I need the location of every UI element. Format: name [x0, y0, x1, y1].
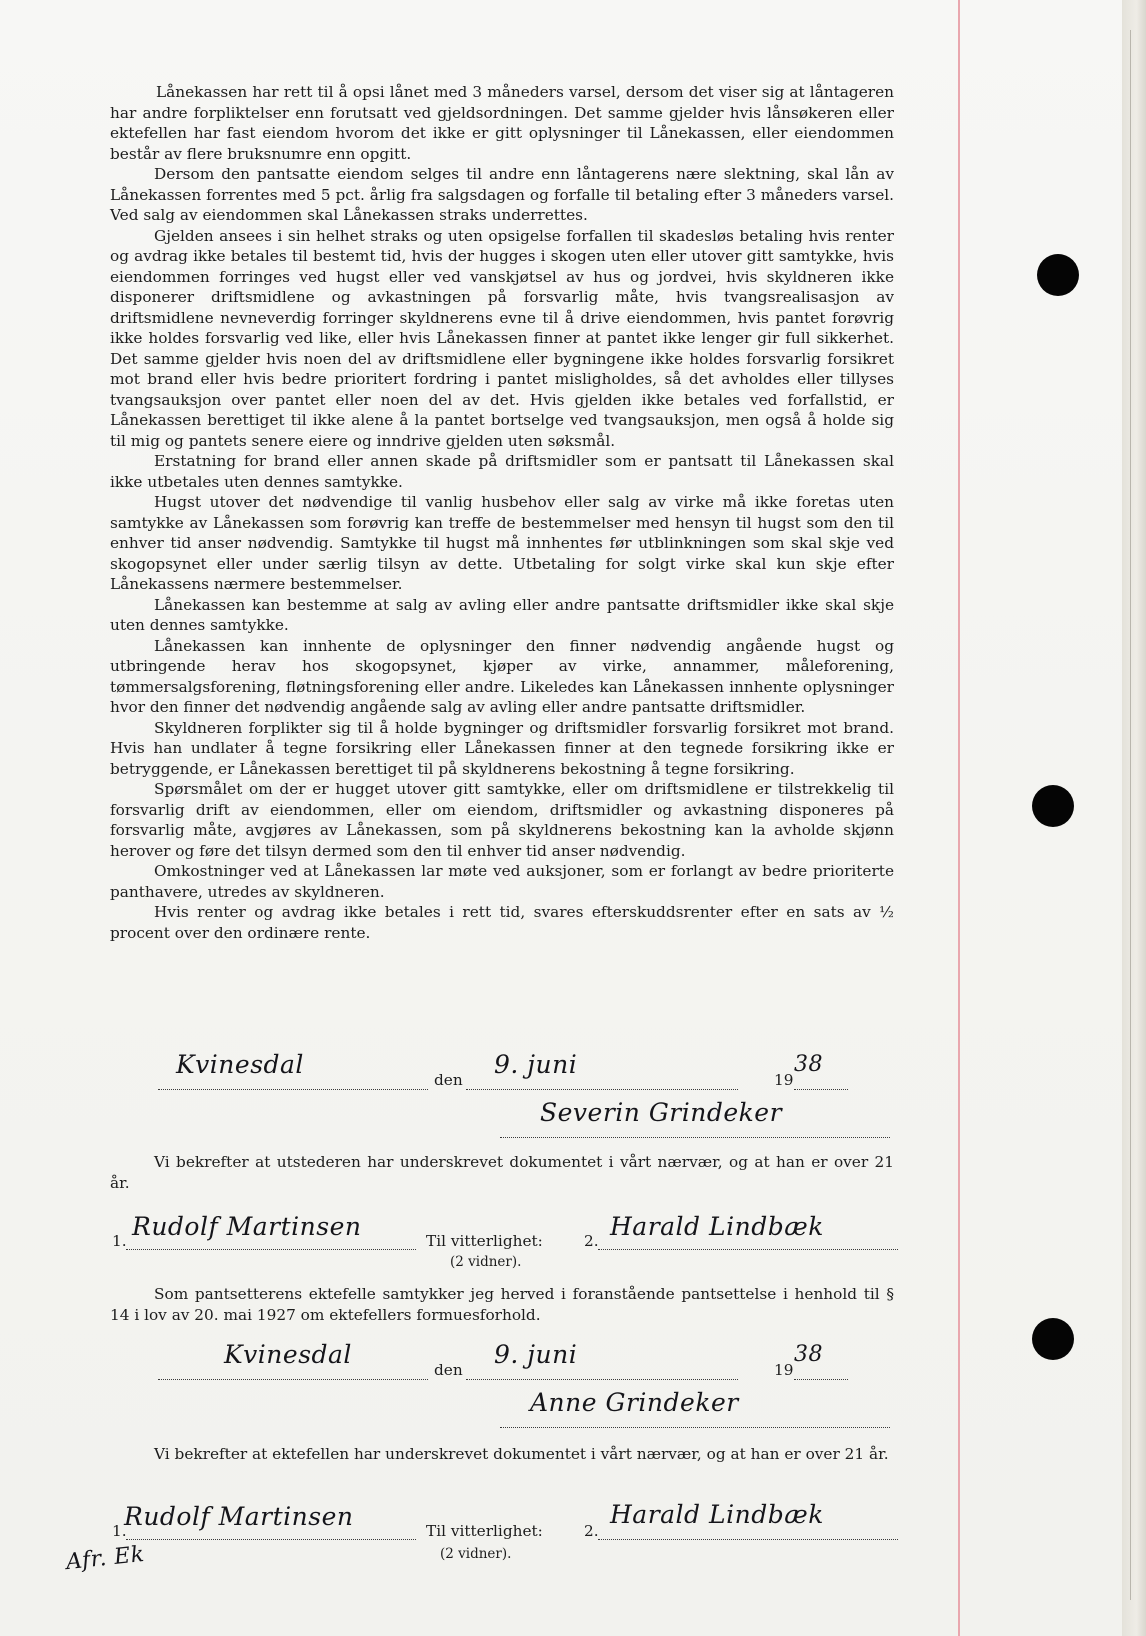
year-prefix: 19 — [774, 1361, 794, 1379]
signature-line — [500, 1137, 890, 1138]
witness-number-1: 1. — [112, 1232, 127, 1250]
date-line — [466, 1089, 738, 1090]
witness-line-2 — [598, 1539, 898, 1540]
terms-paragraph: Spørsmålet om der er hugget utover gitt samtykke, eller om driftsmidlene er tilstrekkelig til forsvarlig drift av eiendommen, eller om eiendom, driftsmidler og avkastning disponeres på forsvarlig måte, avgjøres av Lånekassen, som på skyldnerens bekostning kan la avholde skjønn herover og føre det tilsyn dermed som den til enhver tid anser nødvendig. — [110, 780, 894, 860]
terms-paragraph: Lånekassen har rett til å opsi lånet med 3 måneders varsel, dersom det viser sig at låntageren har andre forpliktelser enn forutsatt ved gjeldsordningen. Det samme gjelder hvis lånsøkeren eller ektefellen har fast eiendom hvorom det ikke er gitt oplysninger til Lånekassen, eller eiendommen består av flere bruksnumre enn opgitt. — [110, 83, 894, 163]
place-line — [158, 1379, 428, 1380]
terms-paragraph: Omkostninger ved at Lånekassen lar møte ved auksjoner, som er forlangt av bedre prioriterte panthavere, utredes av skyldneren. — [110, 862, 894, 901]
witness-line-1 — [126, 1539, 416, 1540]
witness-line-1 — [126, 1249, 416, 1250]
witness-statement-2: Vi bekrefter at ektefellen har underskrevet dokumentet i vårt nærvær, og at han er over 21 år. — [154, 1445, 889, 1463]
til-vitterlighet-label: Til vitterlighet: — [426, 1522, 543, 1540]
witness-number-2: 2. — [584, 1522, 599, 1540]
signer-signature: Anne Grindeker — [530, 1388, 739, 1417]
til-vitterlighet-label: Til vitterlighet: — [426, 1232, 543, 1250]
punch-hole-middle — [1032, 785, 1074, 827]
den-label: den — [434, 1071, 463, 1089]
signer-row-2 — [500, 1388, 890, 1428]
witness-1-signature: Rudolf Martinsen — [124, 1502, 354, 1531]
date-handwritten: 9. juni — [494, 1340, 578, 1369]
place-handwritten: Kvinesdal — [176, 1050, 304, 1079]
date-line — [466, 1379, 738, 1380]
vidner-label: (2 vidner). — [440, 1546, 512, 1562]
punch-hole-bottom — [1032, 1318, 1074, 1360]
date-handwritten: 9. juni — [494, 1050, 578, 1079]
witness-row-1 — [110, 1210, 910, 1270]
year-handwritten: 38 — [794, 1342, 823, 1367]
binding-edge-line — [1130, 30, 1131, 1600]
place-date-row-2 — [158, 1340, 848, 1380]
witness-number-1: 1. — [112, 1522, 127, 1540]
year-line — [794, 1089, 848, 1090]
terms-paragraph: Lånekassen kan innhente de oplysninger den finner nødvendig angående hugst og utbringende herav hos skogopsynet, kjøper av virke, annammer, måleforening, tømmersalgsforening, fløtningsforening eller andre. Likeledes kan Lånekassen innhente oplysninger hvor den finner det nødvendig angående salg av avling eller andre pantsatte driftsmidler. — [110, 636, 894, 716]
red-margin-line — [958, 0, 960, 1636]
witness-number-2: 2. — [584, 1232, 599, 1250]
witness-1-signature: Rudolf Martinsen — [132, 1212, 362, 1241]
witness-row-2 — [110, 1500, 910, 1562]
year-line — [794, 1379, 848, 1380]
vidner-label: (2 vidner). — [450, 1254, 522, 1270]
year-prefix: 19 — [774, 1071, 794, 1089]
terms-paragraph: Dersom den pantsatte eiendom selges til andre enn låntagerens nære slektning, skal lån av Lånekassen forrentes med 5 pct. årlig fra salgsdagen og forfalle til betaling efter 3 måneders varsel. Ved salg av eiendommen skal Lånekassen straks underrettes. — [110, 165, 894, 224]
witness-2-signature: Harald Lindbæk — [610, 1212, 824, 1241]
signer-signature: Severin Grindeker — [540, 1098, 783, 1127]
witness-2-signature: Harald Lindbæk — [610, 1500, 824, 1529]
signer-row-1 — [500, 1098, 890, 1138]
spouse-consent-statement: Som pantsetterens ektefelle samtykker jeg herved i foranstående pantsettelse i henhold til § 14 i lov av 20. mai 1927 om ektefellers formuesforhold. — [110, 1285, 894, 1324]
punch-hole-top — [1037, 254, 1079, 296]
terms-paragraph: Hvis renter og avdrag ikke betales i rett tid, svares efterskuddsrenter efter en sats av ½ procent over den ordinære rente. — [110, 903, 894, 942]
witness-statement-1: Vi bekrefter at utstederen har underskrevet dokumentet i vårt nærvær, og at han er over 21 år. — [110, 1153, 894, 1192]
place-handwritten: Kvinesdal — [224, 1340, 352, 1369]
terms-paragraph: Skyldneren forplikter sig til å holde bygninger og driftsmidler forsvarlig forsikret mot brand. Hvis han undlater å tegne forsikring eller Lånekassen finner at den tegnede forsikring ikke er betryggende, er Lånekassen berettiget til på skyldnerens bekostning å tegne forsikring. — [110, 718, 894, 778]
signature-line — [500, 1427, 890, 1428]
year-handwritten: 38 — [794, 1052, 823, 1077]
binding-edge — [1122, 0, 1146, 1636]
terms-paragraph: Lånekassen kan bestemme at salg av avling eller andre pantsatte driftsmidler ikke skal skje uten dennes samtykke. — [110, 595, 894, 634]
terms-paragraph: Gjelden ansees i sin helhet straks og uten opsigelse forfallen til skadesløs betaling hvis renter og avdrag ikke betales til bestemt tid, hvis der hugges i skogen uten eller utover gitt samtykke, hvis eiendommen forringes ved hugst eller ved vanskjøtsel av hus og jordvei, hvis skyldneren ikke disponerer driftsmidlene og avkastningen på forsvarlig måte, hvis tvangsrealisasjon av driftsmidlene nevneverdig forringer skyldnerens evne til å drive eiendommen, hvis pantet forøvrig ikke holdes forsvarlig ved like, eller hvis Lånekassen finner at pantet ikke lenger gir full sikkerhet. Det samme gjelder hvis noen del av driftsmidlene eller bygningene ikke holdes forsvarlig forsikret mot brand eller hvis bedre prioritert fordring i pantet misligholdes, så det avholdes eller tillyses tvangsauksjon over pantet eller noen del av det. Hvis gjelden ikke betales ved forfallstid, er Lånekassen berettiget til ikke alene å la pantet bortselge ved tvangsauksjon, men også å holde sig til mig og pantets senere eiere og inndrive gjelden uten søksmål. — [110, 226, 894, 450]
loan-terms-text — [110, 82, 894, 943]
place-date-row-1 — [158, 1050, 848, 1090]
margin-note: Afr. Ek — [64, 1541, 146, 1576]
witness-line-2 — [598, 1249, 898, 1250]
terms-paragraph: Hugst utover det nødvendige til vanlig husbehov eller salg av virke må ikke foretas uten samtykke av Lånekassen som forøvrig kan treffe de bestemmelser med hensyn til hugst som den til enhver tid anser nødvendig. Samtykke til hugst må innhentes før utblinkningen som skal skje ved skogopsynet eller under særlig tilsyn av dette. Utbetaling for solgt virke skal kun skje efter Lånekassens nærmere bestemmelser. — [110, 493, 894, 593]
terms-paragraph: Erstatning for brand eller annen skade på driftsmidler som er pantsatt til Lånekassen skal ikke utbetales uten dennes samtykke. — [110, 452, 894, 491]
den-label: den — [434, 1361, 463, 1379]
place-line — [158, 1089, 428, 1090]
